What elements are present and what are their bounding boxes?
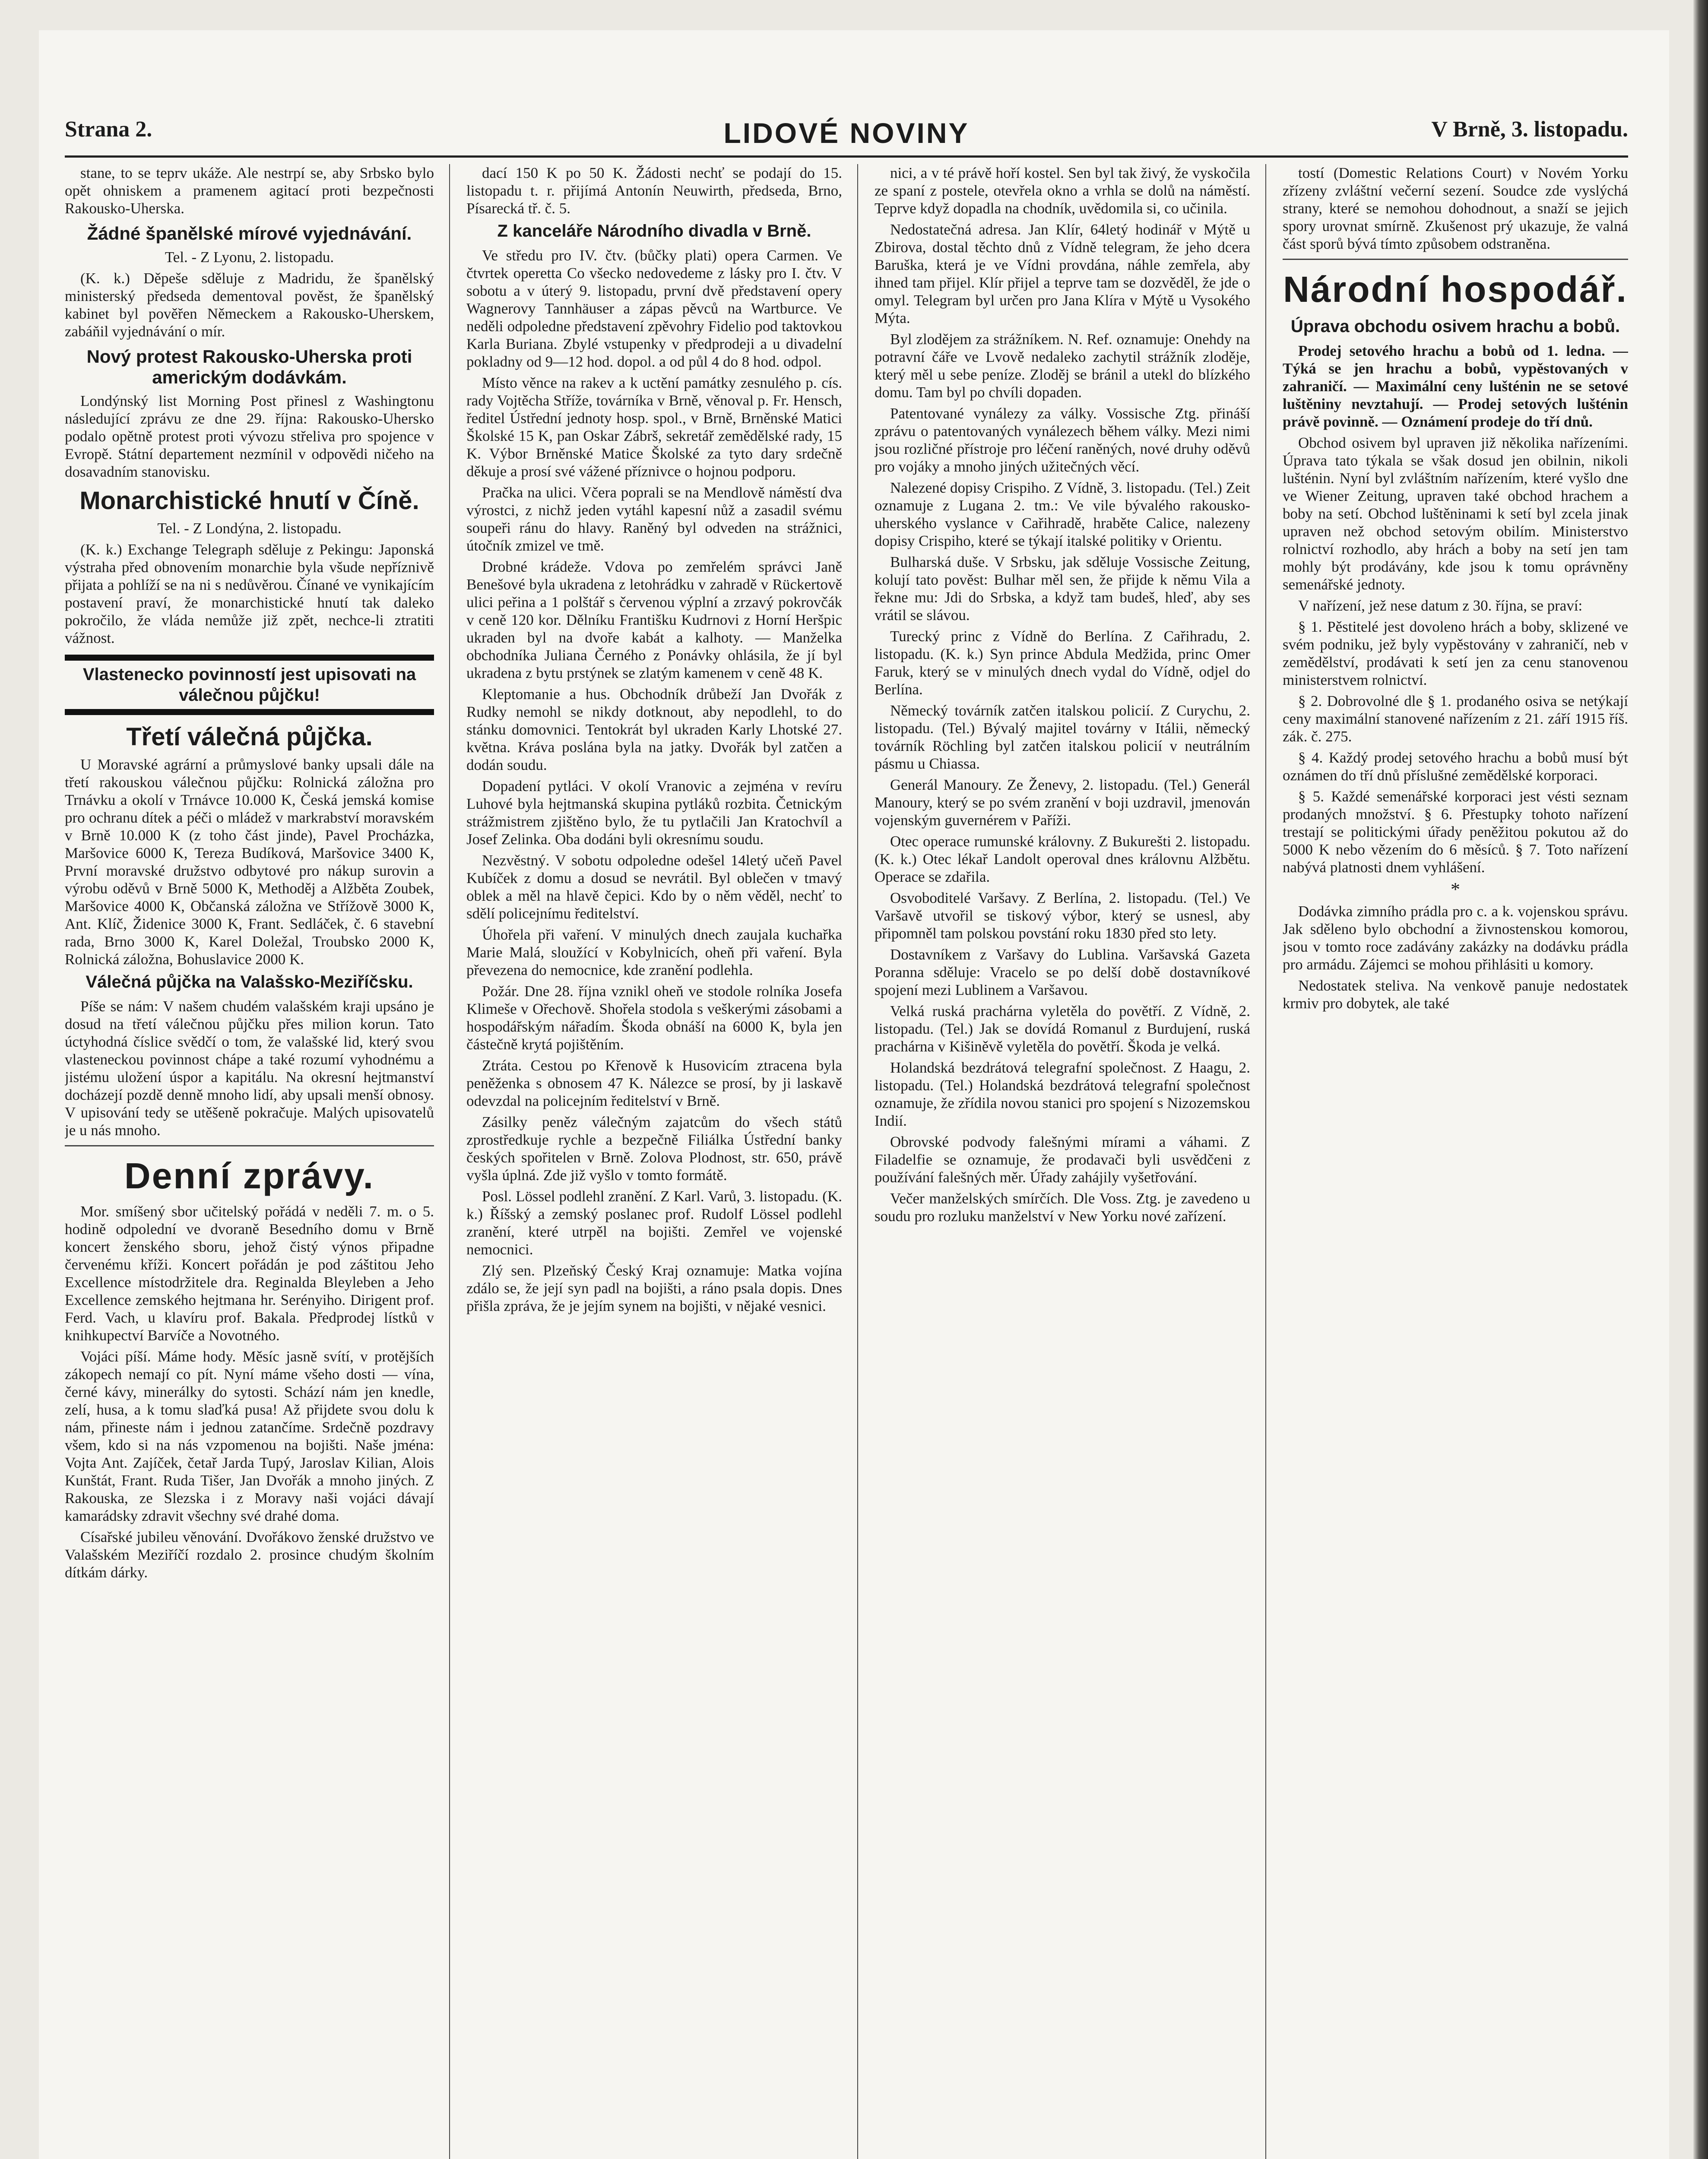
war-loan-banner: Vlastenecko povinností jest upisovati na válečnou půjčku!: [65, 655, 434, 715]
article-text: Německý továrník zatčen italskou policií. Z Curychu, 2. listopadu. (Tel.) Bývalý majitel továrny v Itálii, německý továrník Röchling byl zatčen italskou policií v neutrálním pásmu u Chiassa.: [875, 702, 1250, 772]
article-text: Generál Manoury. Ze Ženevy, 2. listopadu. (Tel.) Generál Manoury, který se po svém zranění v boji uzdravil, jmenován vojenským guvernérem v Paříži.: [875, 776, 1250, 829]
headline-national-economy: Národní hospodář.: [1283, 269, 1628, 310]
article-text: Nezvěstný. V sobotu odpoledne odešel 14letý učeň Pavel Kubíček z domu a dosud se nevrátil. Byl oblečen v tmavý oblek a měl na hlavě čepici. Kdo by o něm věděl, nechť to sdělí policejnímu ředitelství.: [466, 852, 842, 922]
article-dateline: Tel. - Z Londýna, 2. listopadu.: [157, 520, 342, 537]
article-text: Zásilky peněz válečným zajatcům do všech států zprostředkuje rychle a bezpečně Filiálka Ústřední banky českých spořitelen v Brně. Zolova Plodnost, str. 650, právě vyšla úplná. Zde již vyšlo v tomto formátě.: [466, 1114, 842, 1184]
headline-protest: Nový protest Rakousko-Uherska proti americkým dodávkám.: [86, 346, 412, 387]
headline-daily-news: Denní zprávy.: [124, 1155, 374, 1196]
article-text: Píše se nám: V našem chudém valašském kraji upsáno je dosud na třetí válečnou půjčku přes milion korun. Tato úctyhodná číslice svědčí o tom, že valašské lid, který svou vlasteneckou povinnost chápe a také rozumí vyhodnému a jistému uložení úspor a kapitálu. Na okresní hejtmanství docházejí pozdě denně mnoho lidí, aby upsali menší obnosy. V upisování tedy se utěšeně pokračuje. Malých upisovatelů je u nás mnoho.: [65, 998, 434, 1139]
article-dateline: Tel. - Z Lyonu, 2. listopadu.: [165, 249, 334, 266]
issue-dateline: V Brně, 3. listopadu.: [1431, 117, 1628, 142]
column-rule: [857, 164, 858, 2159]
article-text: Kleptomanie a hus. Obchodník drůbeží Jan Dvořák z Rudky nemohl se nikdy dotknout, aby nepodlehl, to do stánku domovnici. Tentokrát byl ukraden Karly Lhotské 27. května. Kráva poslána byla na jatky. Dvořák byl zatčen a dodán soudu.: [466, 686, 842, 773]
article-text: Velká ruská prachárna vyletěla do povětří. Z Vídně, 2. listopadu. (Tel.) Jak se dovídá Romanul z Burdujení, ruská prachárna v Kišiněvě vyletěla do povětří. Škoda je velká.: [875, 1003, 1250, 1055]
article-text: Byl zlodějem za strážníkem. N. Ref. oznamuje: Onehdy na potravní čáře ve Lvově nedaleko zachytil strážník zloděje, který měl u sebe peníze. Zloděj se bránil a utekl do blízkého domu. Tam byl po chvíli dopaden.: [875, 331, 1250, 401]
article-text: Dostavníkem z Varšavy do Lublina. Varšavská Gazeta Poranna sděluje: Vracelo se po delší době dostavníkové spojení mezi Lublinem a Varšavou.: [875, 946, 1250, 998]
column-4: [1283, 164, 1628, 2159]
article-text: Úhořela při vaření. V minulých dnech zaujala kuchařka Marie Malá, sloužící v Kobylnicích, oheň při vaření. Byla převezena do nemocnice, kde zranění podlehla.: [466, 926, 842, 978]
article-text: Otec operace rumunské královny. Z Bukurešti 2. listopadu. (K. k.) Otec lékař Landolt operoval dnes královnu Alžbětu. Operace se zdařila.: [875, 833, 1250, 885]
article-text: Londýnský list Morning Post přinesl z Washingtonu následující zprávu ze dne 29. října: Rakousko-Uhersko podalo opětně protest proti vývozu střeliva pro spojence v Evropě. Státní departement nezmínil v odpovědi ničeho na dosavadním stanovisku.: [65, 393, 434, 480]
article-text: Nedostatek steliva. Na venkově panuje nedostatek krmiv pro dobytek, ale také: [1283, 977, 1628, 1012]
article-text: Nalezené dopisy Crispiho. Z Vídně, 3. listopadu. (Tel.) Zeit oznamuje z Lugana 2. tm.: Ve vile bývalého rakousko-uherského vyslance v Cařihradě, hraběte Calice, nalezeny dopisy Crispiho, které se týkají italské politiky v Orientu.: [875, 479, 1250, 549]
article-text: tostí (Domestic Relations Court) v Novém Yorku zřízeny zvláštní večerní sezení. Soudce zde vyslýchá strany, které se nemohou dohodnout, a snaží se jejich spory urovnat smírně. Zkušenost prý ukazuje, že valná část sporů bývá tímto způsobem odstraněna.: [1283, 165, 1628, 252]
article-text: Místo věnce na rakev a k uctění památky zesnulého p. cís. rady Vojtěcha Stříže, továrníka v Brně, věnoval p. Fr. Hensch, ředitel Ústřední jednoty hosp. spol., v Brně, Brněnské Matici Školské 15 K, pan Oskar Zábrš, sekretář zemědělské rady, 15 K. Výbor Brněnské Matice Školské za tyto dary srdečně děkuje a prosí své vážené příznivce o hojnou podporu.: [466, 374, 842, 480]
article-text: Pračka na ulici. Včera poprali se na Mendlově náměstí dva výrostci, z nichž jeden vytáhl kapesní nůž a zasadil svému soupeři ránu do hlavy. Raněný byl odveden na strážnici, útočník zmizel ve tmě.: [466, 484, 842, 554]
article-text: V nařízení, jež nese datum z 30. října, se praví:: [1298, 597, 1583, 614]
article-text: Nedostatečná adresa. Jan Klír, 64letý hodinář v Mýtě u Zbirova, dostal těchto dnů z Vídně telegram, že jeho dcera Baruška, která je ve Vídni provdána, náhle zemřela, aby ihned tam přijel. Klír přijel a teprve tam se dozvěděl, že jde o omyl. Telegram byl určen pro Jana Klíra v Mýtě u Vysokého Mýta.: [875, 221, 1250, 326]
article-text: Požár. Dne 28. října vznikl oheň ve stodole rolníka Josefa Klimeše v Ořechově. Shořela stodola s veškerými zásobami a hospodářským nářadím. Škoda obnáší na 6000 K, byla jen částečně krytá pojištěním.: [466, 983, 842, 1053]
column-2: [466, 164, 842, 2159]
section-star: *: [1451, 879, 1460, 900]
article-text: Obchod osivem byl upraven již několika nařízeními. Úprava tato týkala se však dosud jen obilnin, nikoli lušténin. Nyní byl zvláštním nařízením, které vyšlo dne ve Wiener Zeitung, upraven také obchod hrachem a boby na setí. Obchod luštěninami k setí byl zcela jinak upraven než obchod setovým obilím. Ministerstvo rolnictví rozhodlo, aby hrách a boby na setí jen tam mohly být prodávány, kde jsou k tomu oprávněny semenářské jednoty.: [1283, 434, 1628, 593]
article-text: nici, a v té právě hoří kostel. Sen byl tak živý, že vyskočila ze spaní z postele, otevřela okno a vrhla se dolů na náměstí. Teprve když dopadla na chodník, uvědomila si, co učinila.: [875, 165, 1250, 217]
column-rule: [1265, 164, 1266, 2159]
section-divider: [65, 1145, 434, 1146]
headline-spanish: Žádné španělské mírové vyjednávání.: [87, 223, 412, 244]
masthead: LIDOVÉ NOVINY: [723, 117, 970, 149]
article-text: Císařské jubileu věnování. Dvořákovo ženské družstvo ve Valašském Meziříčí rozdalo 2. prosince chudým školním dítkám dárky.: [65, 1529, 434, 1581]
subheadline: Válečná půjčka na Valašsko-Meziříčsku.: [86, 972, 413, 991]
column-3: [875, 164, 1250, 2159]
column-rule: [449, 164, 450, 2159]
article-text: U Moravské agrární a průmyslové banky upsali dále na třetí rakouskou válečnou půjčku: Rolnická záložna pro Trnávku a okolí v Trnávce 10.000 K, Česká jemská komise pro ochranu dítek a péči o mládež v markrabství moravském v Brně 10.000 K (z toho část jinde), Pavel Procházka, Maršovice 6000 K, Tereza Budíková, Maršovice 3400 K, První moravské družstvo odbytové pro nákup surovin a výrobu oděvů v Brně 5000 K, Methoděj a Alžběta Zoubek, Maršovice 4000 K, Občanská záložna ve Střížově 3000 K, Ant. Klíč, Židenice 3000 K, Frant. Sedláček, č. 6 stavební rada, Brno 3000 K, Karel Doležal, Troubsko 2000 K, Rolnická záložna, Bohuslavice 2000 K.: [65, 756, 434, 968]
headline-monarchist: Monarchistické hnutí v Číně.: [79, 487, 419, 515]
article-text: Patentované vynálezy za války. Vossische Ztg. přináší zprávu o patentovaných vynálezech během války. Mezi nimi jsou rozličné přístroje pro léčení raněných, nové druhy oděvů pro vojáky a mnoho jiných užitečných věcí.: [875, 405, 1250, 475]
scan-binding-edge: [1693, 0, 1708, 2159]
article-text: (K. k.) Exchange Telegraph sděluje z Pekingu: Japonská výstraha před obnovením monarchie byla všude nepříznivě přijata a pohlíží se na ni s nedůvěrou. Čínané ve vynikajícím postavení praví, že monarchistické hnutí tak daleko pokročilo, že vláda nemůže již zpět, nechce-li ztratiti vážnost.: [65, 541, 434, 646]
article-text: dací 150 K po 50 K. Žádosti nechť se podají do 15. listopadu t. r. přijímá Antonín Neuwirth, předseda, Brno, Písarecká tř. č. 5.: [466, 165, 842, 217]
column-1: [65, 164, 434, 2159]
article-text: § 4. Každý prodej setového hrachu a bobů musí být oznámen do tří dnů příslušné zemědělské korporaci.: [1283, 749, 1628, 784]
article-text: Ztráta. Cestou po Křenově k Husovicím ztracena byla peněženka s obnosem 47 K. Nálezce se prosí, by ji laskavě odevzdal na policejním ředitelství v Brně.: [466, 1057, 842, 1109]
article-text: Mor. smíšený sbor učitelský pořádá v neděli 7. m. o 5. hodině odpolední ve dvoraně Besedního domu v Brně koncert ženského sboru, jehož čistý výnos připadne červenému kříži. Koncert pořádán je pod záštitou Jeho Excellence místodržitele dra. Reginalda Bleyleben a Jeho Excellence zemského hejtmana hr. Serényiho. Dirigent prof. Ferd. Vach, u klavíru prof. Bakala. Předprodej lístků v knihkupectví Barvíče a Novotného.: [65, 1203, 434, 1344]
article-text: Večer manželských smírčích. Dle Voss. Ztg. je zavedeno u soudu pro rozluku manželství v New Yorku nové zařízení.: [875, 1190, 1250, 1225]
subheadline-theatre: Z kanceláře Národního divadla v Brně.: [497, 222, 811, 241]
article-text: stane, to se teprv ukáže. Ale nestrpí se, aby Srbsko bylo opět ohniskem a pramenem agitací proti bezpečnosti Rakousko-Uherska.: [65, 165, 434, 217]
article-lead: Prodej setového hrachu a bobů od 1. ledna. — Týká se jen hrachu a bobů, vypěstovaných v zahraničí. — Maximální ceny lušténin ne se setové luštěniny nevztahují. — Prodej setových lušténin právě povinně. — Oznámení prodeje do tří dnů.: [1283, 342, 1628, 430]
article-text: § 2. Dobrovolné dle § 1. prodaného osiva se netýkají ceny maximální stanovené nařízením z 21. září 1915 říš. zák. č. 275.: [1283, 693, 1628, 745]
article-text: Bulharská duše. V Srbsku, jak sděluje Vossische Zeitung, kolují tato pověst: Bulhar měl sen, že přijde k němu Vila a řekne mu: Jdi do Srbska, a když tam budeš, hleď, aby ses vrátil se slávou.: [875, 554, 1250, 624]
page-number: Strana 2.: [65, 117, 152, 142]
article-text: Dopadení pytláci. V okolí Vranovic a zejména v revíru Luhové byla hejtmanská skupina pytláků rozbita. Četnickým strážmistrem zjištěno bylo, že tu pytlačili Jan Kratochvíl a Josef Zelinka. Oba dodáni byli okresnímu soudu.: [466, 778, 842, 848]
page-header: [65, 117, 1628, 158]
article-text: § 5. Každé semenářské korporaci jest vésti seznam prodaných množství. § 6. Přestupky tohoto nařízení trestají se politickými úřady peněžitou pokutou až do 5000 K nebo vězením do 6 měsíců. § 7. Toto nařízení nabývá platnosti dnem vyhlášení.: [1283, 788, 1628, 876]
headline-war-loan: Třetí válečná půjčka.: [126, 723, 373, 751]
subheadline-economy: Úprava obchodu osivem hrachu a bobů.: [1290, 317, 1620, 336]
section-divider: [1283, 259, 1628, 260]
article-text: Osvoboditelé Varšavy. Z Berlína, 2. listopadu. (Tel.) Ve Varšavě utvořil se tiskový výbor, který se usnesl, aby připomněl tam polskou povstání roku 1830 před sto lety.: [875, 890, 1250, 942]
article-text: Vojáci píší. Máme hody. Měsíc jasně svítí, v protějších zákopech nemají co pít. Nyní máme všeho dosti — vína, černé kávy, minerálky do sytosti. Schází nám jen knedle, zelí, husa, a k tomu slaďká pusa! Až přijdete svou dolu k nám, přineste nám i jednou zatančíme. Srdečně pozdravy všem, kdo si na nás vzpomenou na bojišti. Naše jména: Vojta Ant. Zajíček, četař Jarda Tupý, Jaroslav Kilian, Alois Kunštát, Frant. Ruda Tišer, Jan Dvořák a mnoho jiných. Z Rakouska, ze Slezska i z Moravy naši vojáci dávají kamarádsky zdravit všechny své drahé doma.: [65, 1348, 434, 1524]
article-text: Obrovské podvody falešnými mírami a váhami. Z Filadelfie se oznamuje, že prodavači byli usvědčeni z používání falešných měr. Úřady zahájily vyšetřování.: [875, 1133, 1250, 1186]
article-text: Ve středu pro IV. čtv. (bůčky plati) opera Carmen. Ve čtvrtek operetta Co všecko nedovedeme z lásky pro I. čtv. V sobotu a v úterý 9. listopadu, první dvě představení opery Wagnerovy Tannhäuser a zápas pěvců na Wartburce. Ve neděli odpoledne představení zpěvohry Fidelio pod taktovkou Karla Buriana. Zbylé vstupenky v předprodeji a u divadelní pokladny od 9—12 hod. dopol. a od půl 4 do 8 hod. odpol.: [466, 247, 842, 370]
article-text: Drobné krádeže. Vdova po zemřelém správci Janě Benešové byla ukradena z letohrádku v zahradě v Rückertově ulici peřina a 1 polštář s červenou výplní a zrzavý pokrovčák v ceně 120 kor. Dělníku Františku Kudrnovi z Horní Heršpic ukraden byl na dvoře kabát a kalhoty. — Manželka obchodníka Juliana Černého z Ponávky ohlásila, že jí byl ukradena z bytu prstýnek se zlatým kamenem v ceně 48 K.: [466, 558, 842, 681]
article-text: Turecký princ z Vídně do Berlína. Z Cařihradu, 2. listopadu. (K. k.) Syn prince Abdula Medžida, princ Omer Faruk, který se v minulých dnech vydal do Vídně, odjel do Berlína.: [875, 628, 1250, 698]
article-text: Holandská bezdrátová telegrafní společnost. Z Haagu, 2. listopadu. (Tel.) Holandská bezdrátová telegrafní společnost oznamuje, že zřídila novou stanici pro spojení s Nizozemskou Indií.: [875, 1059, 1250, 1129]
article-text: Dodávka zimního prádla pro c. a k. vojenskou správu. Jak sděleno bylo obchodní a živnostenskou komorou, jsou v tomto roce zadávány zakázky na dodávku prádla pro armádu. Zájemci se mohou přihlásiti u komory.: [1283, 903, 1628, 973]
article-text: Posl. Lössel podlehl zranění. Z Karl. Varů, 3. listopadu. (K. k.) Říšský a zemský poslanec prof. Rudolf Lössel podlehl zranění, které utrpěl na bojišti. Zemřel ve vojenské nemocnici.: [466, 1188, 842, 1258]
article-text: Zlý sen. Plzeňský Český Kraj oznamuje: Matka vojína zdálo se, že její syn padl na bojišti, a ráno psala dopis. Dnes přišla zpráva, že je jejím synem na bojišti, v nějaké vesnici.: [466, 1262, 842, 1314]
article-text: § 1. Pěstitelé jest dovoleno hrách a boby, sklizené ve svém podniku, jež byly vypěstovány v zahraničí, neb v zemědělství, prodávati k setí jen za cenu stanovenou ministerstvem rolnictví.: [1283, 618, 1628, 688]
article-text: (K. k.) Děpeše sděluje z Madridu, že španělský ministerský předseda dementoval pověst, že španělský kabinet byl pověřen Německem a Rakousko-Uherskem, zabáňil vyjednávání o mír.: [65, 270, 434, 340]
